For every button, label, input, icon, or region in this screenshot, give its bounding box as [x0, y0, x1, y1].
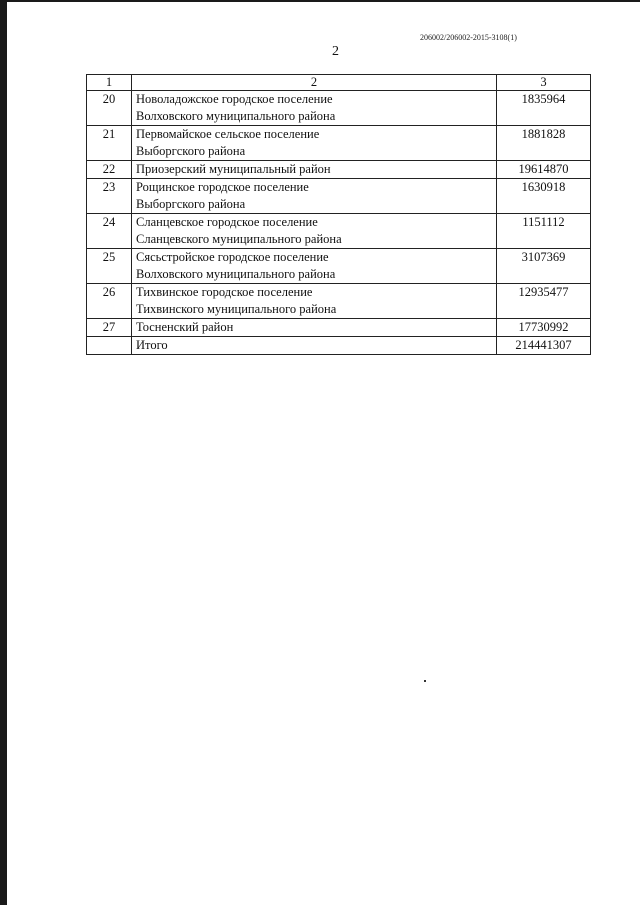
- document-code: 206002/206002-2015-3108(1): [420, 33, 517, 42]
- municipality-name: [132, 214, 497, 249]
- page-number: 2: [332, 44, 339, 59]
- municipality-name-line: Приозерский муниципальный район: [136, 162, 331, 176]
- total-num-cell: [87, 337, 132, 355]
- table-row: [87, 284, 591, 319]
- data-table: [86, 74, 591, 355]
- column-header-2: 2: [132, 75, 497, 91]
- municipality-name: [132, 284, 497, 319]
- amount-value: 19614870: [497, 161, 591, 179]
- scan-edge-top: [0, 0, 640, 2]
- scan-speck: [424, 680, 426, 682]
- municipality-name-line: Волховского муниципального района: [136, 267, 336, 281]
- scan-edge-left: [0, 0, 7, 905]
- column-header-1: 1: [87, 75, 132, 91]
- municipality-name-line: Выборгского района: [136, 197, 246, 211]
- table-row: [87, 126, 591, 161]
- amount-value: 1835964: [497, 91, 591, 126]
- table-body: [87, 91, 591, 337]
- row-number: 23: [87, 179, 132, 214]
- municipality-name: [132, 319, 497, 337]
- municipality-name: [132, 161, 497, 179]
- municipality-name-line: Рощинское городское поселение: [136, 180, 309, 194]
- total-row: [87, 337, 591, 355]
- amount-value: 12935477: [497, 284, 591, 319]
- amount-value: 1630918: [497, 179, 591, 214]
- row-number: 21: [87, 126, 132, 161]
- table-row: [87, 179, 591, 214]
- row-number: 20: [87, 91, 132, 126]
- municipality-name-line: Первомайское сельское поселение: [136, 127, 320, 141]
- table-row: [87, 161, 591, 179]
- municipality-name: [132, 91, 497, 126]
- amount-value: 1151112: [497, 214, 591, 249]
- municipality-name-line: Новоладожское городское поселение: [136, 92, 333, 106]
- municipality-name-line: Тосненский район: [136, 320, 234, 334]
- row-number: 22: [87, 161, 132, 179]
- municipality-name-line: Тихвинского муниципального района: [136, 302, 337, 316]
- row-number: 27: [87, 319, 132, 337]
- amount-value: 17730992: [497, 319, 591, 337]
- row-number: 24: [87, 214, 132, 249]
- table-row: [87, 249, 591, 284]
- table-row: [87, 91, 591, 126]
- table-row: [87, 214, 591, 249]
- municipality-name: [132, 179, 497, 214]
- amount-value: 3107369: [497, 249, 591, 284]
- total-value: 214441307: [497, 337, 591, 355]
- row-number: 26: [87, 284, 132, 319]
- municipality-name-line: Тихвинское городское поселение: [136, 285, 313, 299]
- amount-value: 1881828: [497, 126, 591, 161]
- municipality-name-line: Сясьстройское городское поселение: [136, 250, 329, 264]
- column-header-3: 3: [497, 75, 591, 91]
- municipality-name-line: Волховского муниципального района: [136, 109, 336, 123]
- table-row: [87, 319, 591, 337]
- municipality-name: [132, 249, 497, 284]
- municipality-name-line: Выборгского района: [136, 144, 246, 158]
- municipality-name-line: Сланцевское городское поселение: [136, 215, 318, 229]
- municipality-name: [132, 126, 497, 161]
- table-header-row: [87, 75, 591, 91]
- municipality-name-line: Сланцевского муниципального района: [136, 232, 342, 246]
- total-label: Итого: [132, 337, 497, 355]
- row-number: 25: [87, 249, 132, 284]
